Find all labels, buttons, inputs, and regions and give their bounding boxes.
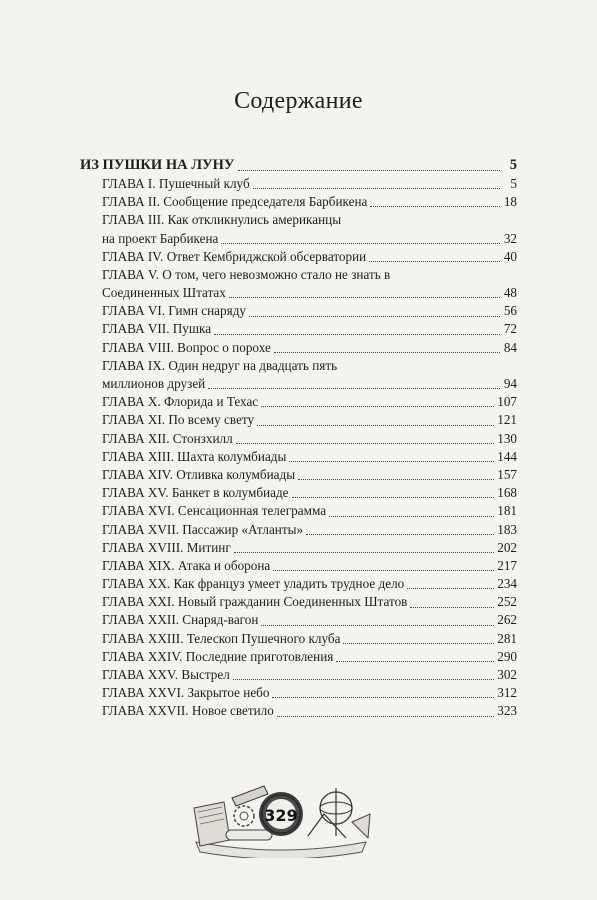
dot-leader [238, 170, 500, 171]
dot-leader [261, 406, 494, 407]
toc-entry-title: ГЛАВА XVII. Пассажир «Атланты» [102, 521, 304, 537]
toc-page-number: 252 [497, 594, 517, 610]
toc-entry-title: ГЛАВА XXV. Выстрел [102, 667, 230, 683]
dot-leader [208, 388, 500, 389]
dot-leader [410, 607, 494, 608]
toc-entry [80, 702, 517, 720]
page-title: Содержание [234, 88, 363, 114]
dot-leader [253, 188, 500, 189]
dot-leader [249, 316, 500, 317]
toc-entry-title: ГЛАВА XXIV. Последние приготовления [102, 648, 334, 664]
toc-page-number: 281 [497, 630, 517, 646]
toc-section-heading [80, 155, 517, 175]
toc-page-number: 157 [497, 466, 517, 482]
toc-entry-title: ГЛАВА XVIII. Митинг [102, 539, 231, 555]
table-of-contents [80, 155, 517, 721]
toc-entry-title: ГЛАВА VI. Гимн снаряду [102, 303, 246, 319]
dot-leader [236, 443, 495, 444]
dot-leader [289, 461, 494, 462]
toc-entry-title: ГЛАВА XIX. Атака и оборона [102, 557, 271, 573]
toc-entry [80, 539, 517, 557]
toc-entry [80, 575, 517, 593]
toc-entry-title: ГЛАВА XXII. Снаряд-вагон [102, 612, 259, 628]
toc-page-number: 84 [503, 339, 517, 355]
toc-page-number: 94 [503, 376, 517, 392]
toc-entry-title: ГЛАВА I. Пушечный клуб [102, 175, 250, 191]
toc-page-number: 183 [497, 521, 517, 537]
toc-entry [80, 175, 517, 193]
toc-entry-title: ГЛАВА XX. Как француз умеет уладить трудное дело [102, 576, 405, 592]
toc-entry-title: ГЛАВА XXIII. Телескоп Пушечного клуба [102, 630, 341, 646]
dot-leader [229, 297, 500, 298]
toc-entry [80, 593, 517, 611]
toc-entry-line [80, 357, 517, 375]
toc-page-number: 5 [510, 175, 517, 191]
toc-page-number: 202 [497, 539, 517, 555]
dot-leader [336, 661, 494, 662]
toc-page-number: 312 [497, 685, 517, 701]
dot-leader [272, 697, 494, 698]
toc-entry-title: ГЛАВА XXI. Новый гражданин Соединенных Штатов [102, 594, 408, 610]
page-number: 329 [264, 806, 298, 825]
dot-leader [306, 534, 494, 535]
toc-entry [80, 666, 517, 684]
toc-entry-title: ГЛАВА XIII. Шахта колумбиады [102, 448, 287, 464]
toc-page-number: 56 [503, 303, 517, 319]
toc-entry-title: ГЛАВА VIII. Вопрос о порохе [102, 339, 271, 355]
toc-entry [80, 466, 517, 484]
toc-entry-line [80, 266, 517, 284]
dot-leader [292, 497, 495, 498]
toc-entry [80, 411, 517, 429]
dot-leader [214, 334, 500, 335]
toc-entry-title: ГЛАВА XXVI. Закрытое небо [102, 685, 270, 701]
dot-leader [221, 243, 500, 244]
toc-entry [80, 630, 517, 648]
toc-entry-title: ГЛАВА II. Сообщение председателя Барбикена [102, 194, 368, 210]
toc-page-number: 168 [497, 485, 517, 501]
toc-entries [80, 175, 517, 721]
toc-entry [80, 448, 517, 466]
toc-entry-title: ГЛАВА III. Как откликнулись американцы [102, 212, 342, 228]
toc-entry [80, 557, 517, 575]
toc-entry [80, 321, 517, 339]
toc-page-number: 130 [497, 430, 517, 446]
toc-entry-title: ГЛАВА XVI. Сенсационная телеграмма [102, 503, 327, 519]
toc-page-number: 48 [503, 285, 517, 301]
toc-entry [80, 484, 517, 502]
toc-entry [80, 430, 517, 448]
dot-leader [233, 679, 494, 680]
toc-page-number: 40 [503, 248, 517, 264]
toc-page-number: 181 [497, 503, 517, 519]
toc-section-title: ИЗ ПУШКИ НА ЛУНУ [80, 157, 235, 173]
toc-page-number: 290 [497, 648, 517, 664]
toc-page-number: 144 [497, 448, 517, 464]
toc-entry [80, 284, 517, 302]
toc-entry-title: ГЛАВА XI. По всему свету [102, 412, 255, 428]
dot-leader [274, 352, 500, 353]
toc-page-number: 72 [503, 321, 517, 337]
dot-leader [277, 716, 494, 717]
toc-page-number: 32 [503, 230, 517, 246]
dot-leader [329, 516, 494, 517]
toc-entry-title: ГЛАВА IV. Ответ Кембриджской обсерватории [102, 248, 367, 264]
toc-entry [80, 193, 517, 211]
toc-page-number: 302 [497, 667, 517, 683]
toc-entry-title: ГЛАВА XXVII. Новое светило [102, 703, 274, 719]
dot-leader [273, 570, 494, 571]
toc-page-number: 262 [497, 612, 517, 628]
toc-entry-title-continued: на проект Барбикена [102, 230, 219, 246]
toc-entry [80, 230, 517, 248]
toc-entry [80, 302, 517, 320]
dot-leader [261, 625, 494, 626]
toc-page-number: 5 [509, 157, 517, 173]
toc-entry [80, 521, 517, 539]
toc-entry-title: ГЛАВА XIV. Отливка колумбиады [102, 466, 296, 482]
toc-entry-title: ГЛАВА IX. Один недруг на двадцать пять [102, 357, 338, 373]
toc-entry [80, 648, 517, 666]
dot-leader [343, 643, 494, 644]
toc-page-number: 323 [497, 703, 517, 719]
dot-leader [298, 479, 494, 480]
toc-entry [80, 339, 517, 357]
toc-entry [80, 684, 517, 702]
toc-entry [80, 248, 517, 266]
toc-entry [80, 375, 517, 393]
dot-leader [407, 588, 494, 589]
toc-entry [80, 393, 517, 411]
dot-leader [370, 206, 500, 207]
toc-page-number: 107 [497, 394, 517, 410]
toc-page-number: 217 [497, 557, 517, 573]
toc-page-number: 18 [503, 194, 517, 210]
toc-entry-title: ГЛАВА VII. Пушка [102, 321, 212, 337]
toc-entry-title: ГЛАВА V. О том, чего невозможно стало не знать в [102, 266, 391, 282]
page-footer-emblem [186, 778, 376, 858]
toc-page-number: 121 [497, 412, 517, 428]
toc-entry-title-continued: миллионов друзей [102, 376, 206, 392]
toc-entry-line [80, 211, 517, 229]
toc-entry-title: ГЛАВА X. Флорида и Техас [102, 394, 259, 410]
dot-leader [257, 425, 494, 426]
toc-entry-title: ГЛАВА XV. Банкет в колумбиаде [102, 485, 289, 501]
toc-entry-title-continued: Соединенных Штатах [102, 285, 226, 301]
toc-entry-title: ГЛАВА XII. Стонзхилл [102, 430, 233, 446]
dot-leader [369, 261, 500, 262]
toc-entry [80, 612, 517, 630]
toc-entry [80, 502, 517, 520]
toc-page-number: 234 [497, 576, 517, 592]
dot-leader [234, 552, 494, 553]
